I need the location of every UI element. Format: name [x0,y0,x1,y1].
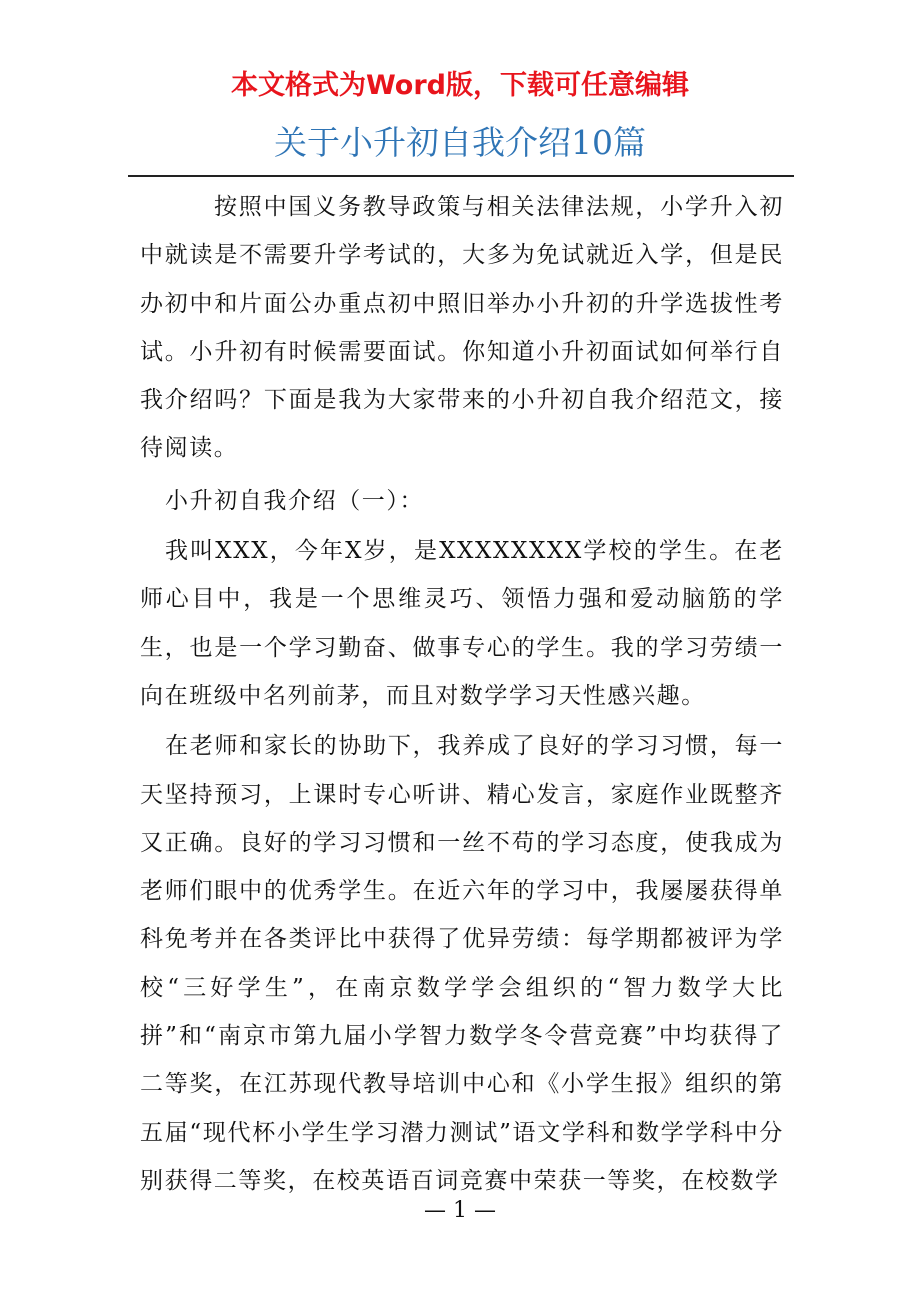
intro-paragraph: 按照中国义务教导政策与相关法律法规，小学升入初中就读是不需要升学考试的，大多为免试就近入学，但是民办初中和片面公办重点初中照旧举办小升初的升学选拔性考试。小升初有时候需要面试。你知道小升初面试如何举行自我介绍吗？下面是我为大家带来的小升初自我介绍范文，接待阅读。 [140,194,784,462]
document-title: 关于小升初自我介绍10篇 [274,123,646,162]
page-number: — 1 — [424,1198,496,1223]
format-notice-banner: 本文格式为Word版，下载可任意编辑 [230,70,689,101]
section-heading: 小升初自我介绍（一）： [165,487,425,514]
body-paragraph-1: 我叫XXX，今年X岁，是XXXXXXXX学校的学生。在老师心目中，我是一个思维灵巧、领悟力强和爱动脑筋的学生，也是一个学习勤奋、做事专心的学生。我的学习劳绩一向在班级中名列前茅，而且对数学学习天性感兴趣。 [140,538,784,709]
title-divider [128,175,794,177]
document-body [140,183,784,1205]
body-paragraph-2: 在老师和家长的协助下，我养成了良好的学习习惯，每一天坚持预习，上课时专心听讲、精心发言，家庭作业既整齐又正确。良好的学习习惯和一丝不苟的学习态度，使我成为老师们眼中的优秀学生。在近六年的学习中，我屡屡获得单科免考并在各类评比中获得了优异劳绩：每学期都被评为学校“三好学生”，在南京数学学会组织的“智力数学大比拼”和“南京市第九届小学智力数学冬令营竞赛”中均获得了二等奖，在江苏现代教导培训中心和《小学生报》组织的第五届“现代杯小学生学习潜力测试”语文学科和数学学科中分别获得二等奖，在校英语百词竞赛中荣获一等奖，在校数学 [140,733,784,1194]
